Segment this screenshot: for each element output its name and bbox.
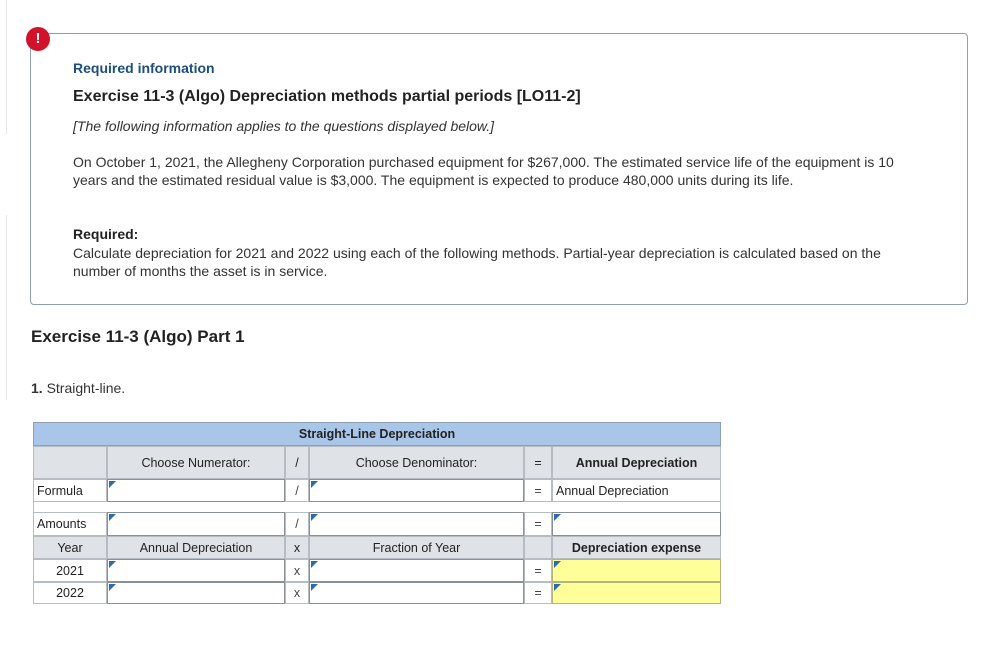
subheader-blank — [524, 536, 552, 559]
header-denominator: Choose Denominator: — [309, 446, 524, 479]
formula-denominator-select[interactable] — [309, 479, 524, 502]
fraction-2021-input[interactable] — [309, 559, 524, 582]
header-divide: / — [285, 446, 309, 479]
info-note: [The following information applies to the questions displayed below.] — [73, 118, 495, 134]
annual-depreciation-2022-input[interactable] — [107, 582, 285, 604]
spacer-row — [33, 502, 721, 512]
question-line — [31, 380, 125, 396]
input-marker-icon — [109, 514, 116, 521]
depreciation-expense-2022-input[interactable] — [552, 582, 721, 604]
formula-label: Formula — [33, 479, 107, 502]
subheader-fraction-of-year: Fraction of Year — [309, 536, 524, 559]
amounts-divide: / — [285, 512, 309, 536]
subheader-depreciation-expense: Depreciation expense — [552, 536, 721, 559]
multiply-2021: x — [285, 559, 309, 582]
problem-paragraph: On October 1, 2021, the Allegheny Corporation purchased equipment for $267,000. The estimated service life of the equipment is 10 years and the estimated residual value is $3,000. The equipment is expected to produce 480,000 units during its life. — [73, 154, 894, 188]
amounts-result-input[interactable] — [552, 512, 721, 536]
header-result: Annual Depreciation — [552, 446, 721, 479]
table-title: Straight-Line Depreciation — [33, 422, 721, 446]
subheader-multiply: x — [285, 536, 309, 559]
annual-depreciation-2021-input[interactable] — [107, 559, 285, 582]
input-marker-icon — [109, 584, 116, 591]
header-blank — [33, 446, 107, 479]
dropdown-marker-icon — [311, 481, 318, 488]
subheader-annual-depreciation: Annual Depreciation — [107, 536, 285, 559]
fraction-2022-input[interactable] — [309, 582, 524, 604]
depreciation-expense-2021-input[interactable] — [552, 559, 721, 582]
question-number: 1. — [31, 380, 43, 396]
amounts-denominator-input[interactable] — [309, 512, 524, 536]
part-title: Exercise 11-3 (Algo) Part 1 — [31, 327, 245, 346]
input-marker-icon — [311, 584, 318, 591]
input-marker-icon — [311, 514, 318, 521]
amounts-equals: = — [524, 512, 552, 536]
multiply-2022: x — [285, 582, 309, 604]
dropdown-marker-icon — [109, 481, 116, 488]
formula-result: Annual Depreciation — [552, 479, 721, 502]
amounts-label: Amounts — [33, 512, 107, 536]
input-marker-icon — [554, 561, 561, 568]
question-text: Straight-line. — [46, 380, 126, 396]
input-marker-icon — [554, 584, 561, 591]
left-rail — [0, 0, 7, 134]
required-text: Calculate depreciation for 2021 and 2022 using each of the following methods. Partial-year depreciation is calculated based on the number of months the asset is in service. — [73, 245, 881, 279]
required-label: Required: — [73, 226, 139, 242]
formula-divide: / — [285, 479, 309, 502]
straight-line-table — [33, 422, 721, 604]
header-numerator: Choose Numerator: — [107, 446, 285, 479]
year-2021-label: 2021 — [33, 559, 107, 582]
amounts-numerator-input[interactable] — [107, 512, 285, 536]
exercise-title: Exercise 11-3 (Algo) Depreciation methods partial periods [LO11-2] — [73, 88, 581, 105]
input-marker-icon — [554, 514, 561, 521]
year-2022-label: 2022 — [33, 582, 107, 604]
input-marker-icon — [311, 561, 318, 568]
alert-icon: ! — [26, 27, 50, 51]
equals-2021: = — [524, 559, 552, 582]
formula-equals: = — [524, 479, 552, 502]
equals-2022: = — [524, 582, 552, 604]
header-equals: = — [524, 446, 552, 479]
required-information-heading: Required information — [73, 60, 215, 76]
left-rail-lower — [0, 215, 7, 400]
input-marker-icon — [109, 561, 116, 568]
formula-numerator-select[interactable] — [107, 479, 285, 502]
subheader-year: Year — [33, 536, 107, 559]
